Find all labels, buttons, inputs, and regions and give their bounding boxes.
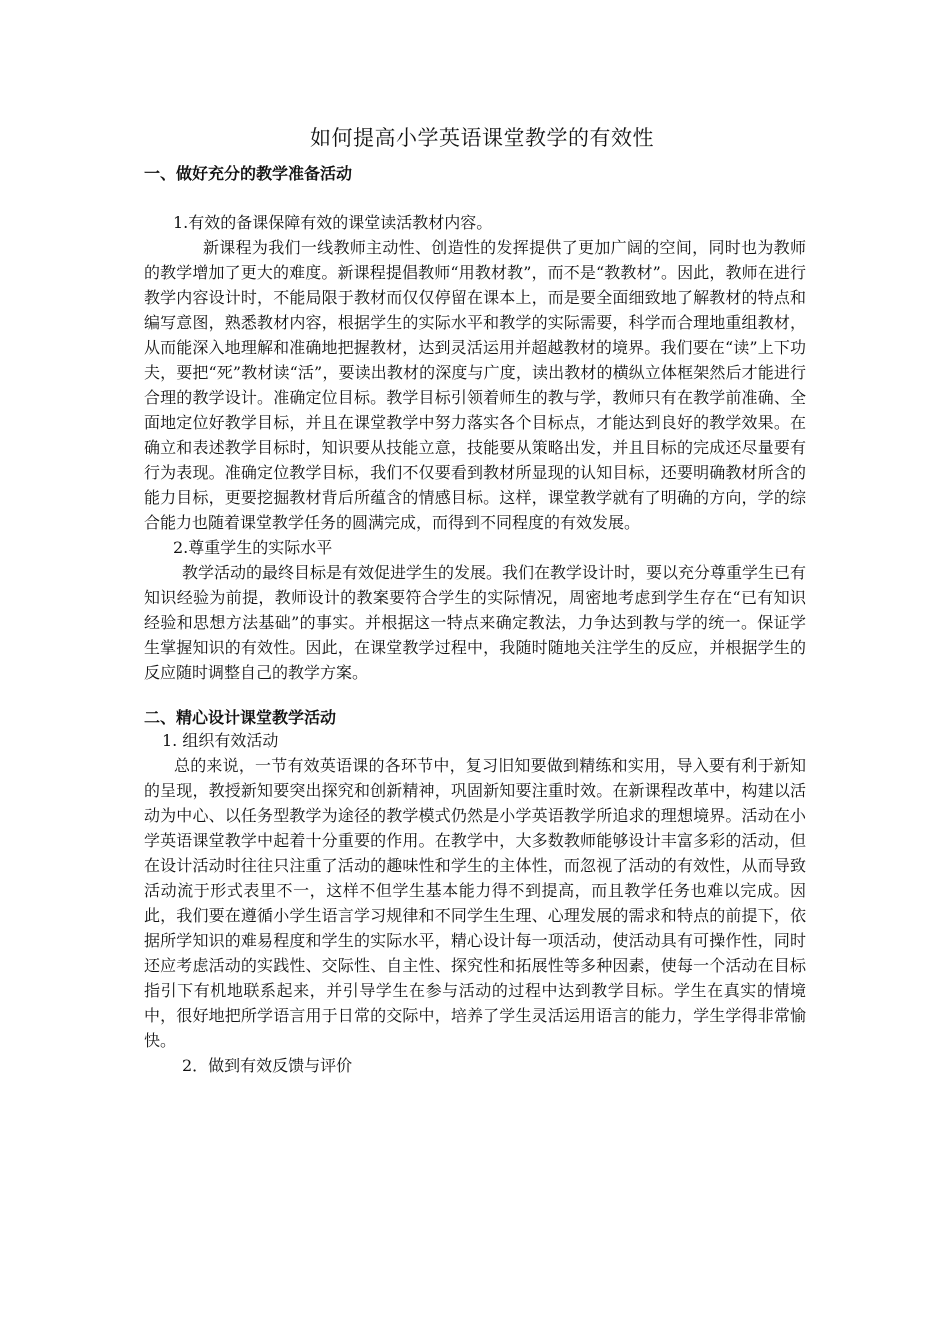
section-heading-1: 一、做好充分的教学准备活动 (144, 164, 353, 183)
document-title: 如何提高小学英语课堂教学的有效性 (310, 126, 654, 150)
paragraph-1-1: 新课程为我们一线教师主动性、创造性的发挥提供了更加广阔的空间，同时也为教师的教学增加了更大的难度。新课程提倡教师“用教材教”，而不是“教教材”。因此，教师在进行教学内容设计时，不能局限于教材而仅仅停留在课本上，而是要全面细致地了解教材的特点和编写意图，熟悉教材内容，根据学生的实际水平和教学的实际需要，科学而合理地重组教材，从而能深入地理解和准确地把握教材，达到灵活运用并超越教材的境界。我们要在“读”上下功夫，要把“死”教材读“活”，要读出教材的深度与广度，读出教材的横纵立体框架然后才能进行合理的教学设计。准确定位目标。教学目标引领着师生的教与学，教师只有在教学前准确、全面地定位好教学目标，并且在课堂教学中努力落实各个目标点，才能达到良好的教学效果。在确立和表述教学目标时，知识要从技能立意，技能要从策略出发，并且目标的完成还尽量要有行为表现。准确定位教学目标，我们不仅要看到教材所显现的认知目标，还要明确教材所含的能力目标，更要挖掘教材背后所蕴含的情感目标。这样，课堂教学就有了明确的方向，学的综合能力也随着课堂教学任务的圆满完成，而得到不同程度的有效发展。 (144, 238, 806, 532)
paragraph-1-2: 教学活动的最终目标是有效促进学生的发展。我们在教学设计时，要以充分尊重学生已有知识经验为前提，教师设计的教案要符合学生的实际情况，周密地考虑到学生存在“已有知识经验和思想方法基础”的事实。并根据这一特点来确定教法，力争达到教与学的统一。保证学生掌握知识的有效性。因此，在课堂教学过程中，我随时随地关注学生的反应，并根据学生的反应随时调整自己的教学方案。 (144, 563, 807, 682)
subheading-1-1: 1.有效的备课保障有效的课堂读活教材内容。 (173, 213, 493, 232)
section-heading-2: 二、精心设计课堂教学活动 (144, 708, 337, 727)
paragraph-2-1: 总的来说，一节有效英语课的各环节中，复习旧知要做到精练和实用，导入要有利于新知的呈现，教授新知要突出探究和创新精神，巩固新知要注重时效。在新课程改革中，构建以活动为中心、以任务型教学为途径的教学模式仍然是小学英语教学所追求的理想境界。活动在小学英语课堂教学中起着十分重要的作用。在教学中，大多数教师能够设计丰富多彩的活动，但在设计活动时往往只注重了活动的趣味性和学生的主体性，而忽视了活动的有效性，从而导致活动流于形式表里不一，这样不但学生基本能力得不到提高，而且教学任务也难以完成。因此，我们要在遵循小学生语言学习规律和不同学生生理、心理发展的需求和特点的前提下，依据所学知识的难易程度和学生的实际水平，精心设计每一项活动，使活动具有可操作性，同时还应考虑活动的实践性、交际性、自主性、探究性和拓展性等多种因素，使每一个活动在目标指引下有机地联系起来，并引导学生在参与活动的过程中达到教学目标。学生在真实的情境中，很好地把所学语言用于日常的交际中，培养了学生灵活运用语言的能力，学生学得非常愉快。 (144, 756, 806, 1050)
subheading-2-1: 1. 组织有效活动 (162, 731, 279, 750)
subheading-1-2: 2.尊重学生的实际水平 (173, 538, 333, 557)
subheading-2-2: 2．做到有效反馈与评价 (182, 1056, 353, 1075)
document-body (144, 118, 806, 1078)
